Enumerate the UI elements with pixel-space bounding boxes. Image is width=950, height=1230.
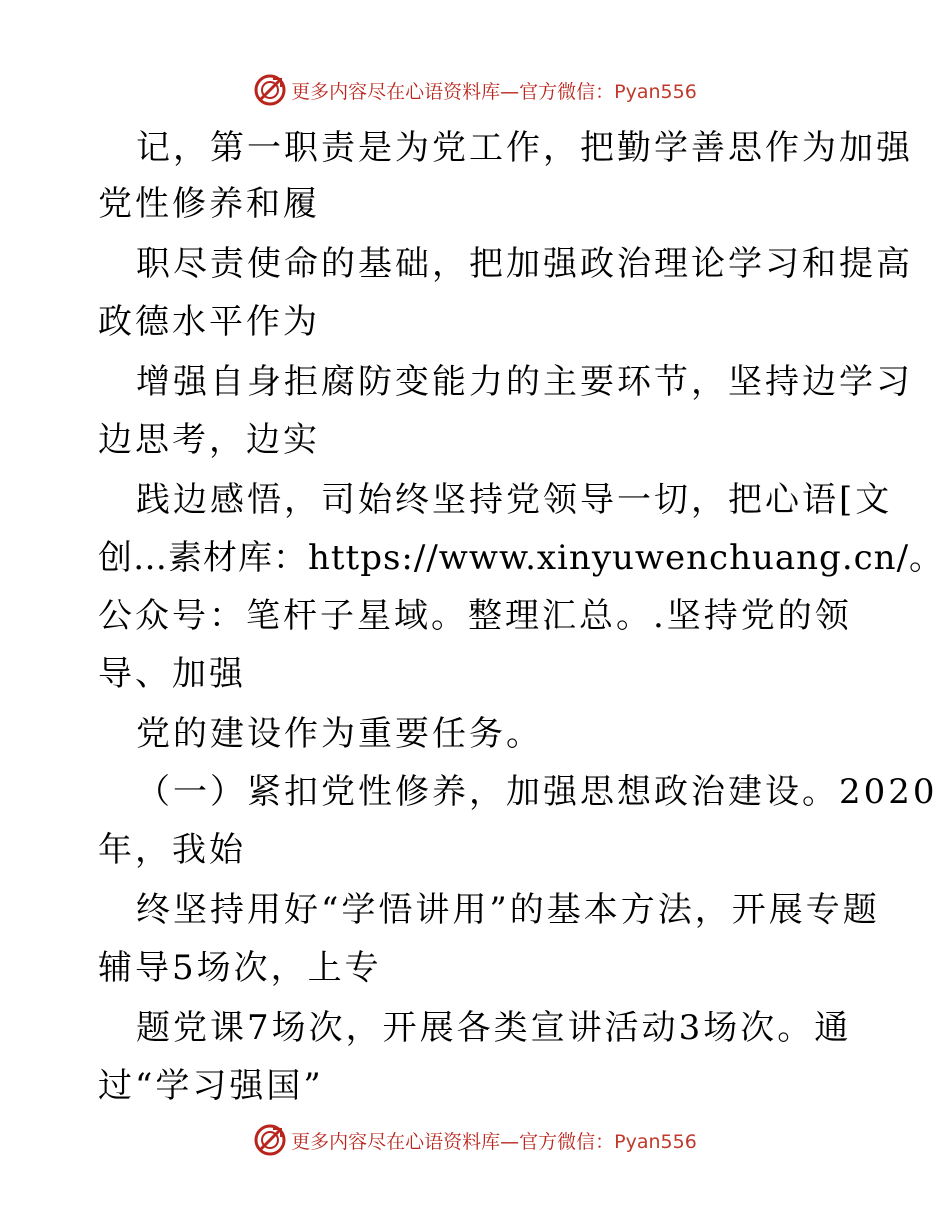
- header-watermark: [0, 72, 950, 108]
- text-line: 年，我始: [98, 830, 246, 870]
- text-line: 过“学习强国”: [98, 1066, 324, 1106]
- text-line: 记，第一职责是为党工作，把勤学善思作为加强: [136, 128, 913, 168]
- text-line: 公众号：笔杆子星域。整理汇总。.坚持党的领: [98, 596, 852, 636]
- text-line: 党性修养和履: [98, 184, 320, 224]
- logo-icon: [253, 1123, 287, 1157]
- watermark-text: [291, 1127, 697, 1154]
- text-line: 党的建设作为重要任务。: [136, 714, 543, 754]
- footer-watermark: [0, 1122, 950, 1158]
- text-line: 践边感悟，司始终坚持党领导一切，把心语[文: [136, 480, 893, 520]
- watermark-text: [291, 77, 697, 104]
- watermark-main: 更多内容尽在心语资料库—官方微信：: [291, 80, 615, 103]
- text-line: 增强自身拒腐防变能力的主要环节，坚持边学习: [136, 362, 913, 402]
- text-line: 边思考，边实: [98, 420, 320, 460]
- text-line: 导、加强: [98, 654, 246, 694]
- watermark-main: 更多内容尽在心语资料库—官方微信：: [291, 1130, 615, 1153]
- text-line: 政德水平作为: [98, 302, 320, 342]
- text-line: 题党课7场次，开展各类宣讲活动3场次。通: [136, 1008, 852, 1048]
- text-line: 职尽责使命的基础，把加强政治理论学习和提高: [136, 244, 913, 284]
- watermark-wechat-id: Pyan556: [614, 80, 697, 103]
- text-line: 辅导5场次，上专: [98, 948, 382, 988]
- watermark-wechat-id: Pyan556: [614, 1130, 697, 1153]
- text-line: 创…素材库：https://www.xinyuwenchuang.cn/。: [98, 538, 945, 578]
- logo-icon: [253, 73, 287, 107]
- text-line: 终坚持用好“学悟讲用”的基本方法，开展专题: [136, 890, 880, 930]
- text-line: （一）紧扣党性修养，加强思想政治建设。2020: [136, 772, 938, 812]
